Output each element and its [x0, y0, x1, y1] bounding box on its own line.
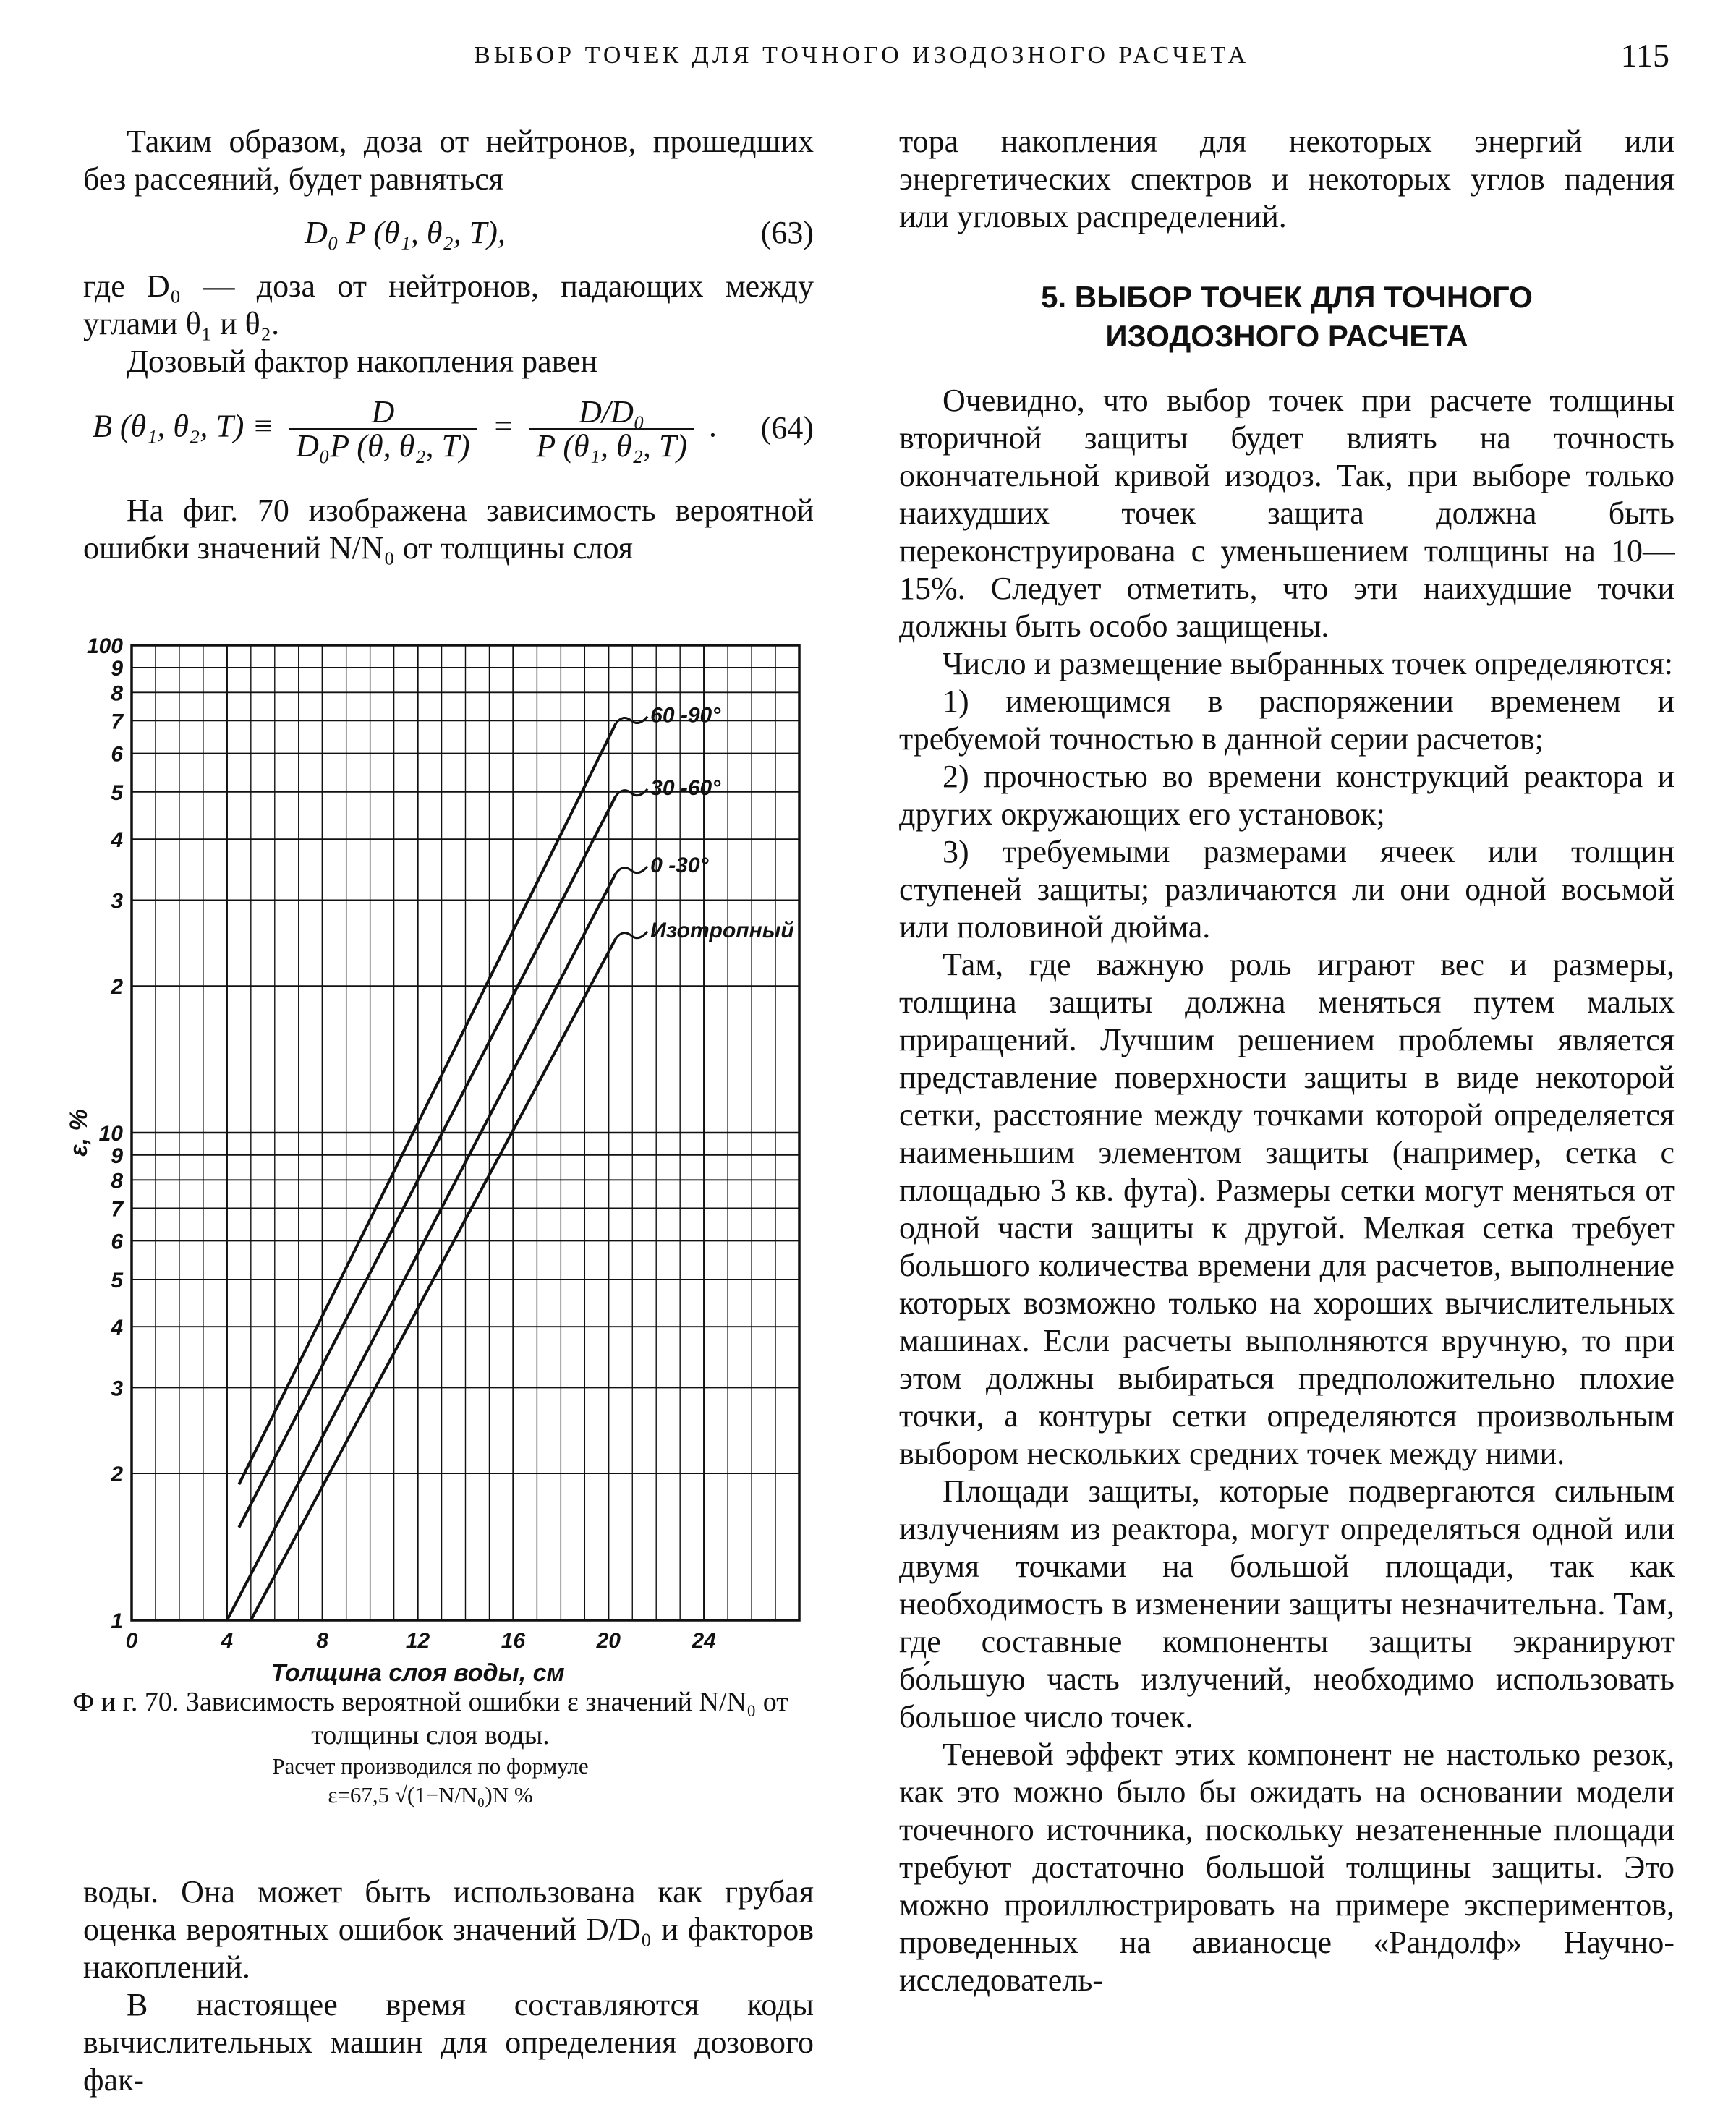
y-tick-label: 4 — [111, 1316, 123, 1340]
paragraph: тора накопления для некоторых энергий или энергетических спектров и некоторых углов падения или угловых распределений. — [899, 124, 1675, 234]
y-tick-label: 2 — [111, 975, 123, 1000]
formula-64-equals: = — [492, 408, 514, 444]
paragraph: Дозовый фактор накопления равен — [127, 344, 598, 379]
x-tick-label: 4 — [221, 1629, 234, 1653]
paragraph: Таким образом, доза от нейтронов, прошедших без рассеяний, будет равняться — [83, 124, 814, 197]
series-leader — [616, 932, 647, 939]
paragraph: воды. Она может быть использована как грубая оценка вероятных ошибок значений D/D₀ и факторов накоплений. — [83, 1874, 814, 1985]
formula-64-fraction-1 — [289, 396, 477, 462]
list-item: 1) имеющимся в распоряжении временем и требуемой точностью в данной серии расчетов; — [899, 684, 1675, 757]
y-tick-label: 7 — [111, 710, 123, 734]
series-leader — [616, 789, 647, 796]
fraction-denominator: P (θ₁, θ₂, T) — [536, 428, 687, 464]
x-axis-label: Толщина слоя воды, см — [271, 1659, 565, 1685]
y-tick-label: 8 — [111, 1169, 123, 1193]
y-tick-label: 1 — [111, 1609, 123, 1633]
series-label: Изотропный — [650, 918, 794, 942]
section-title-line-1: 5. ВЫБОР ТОЧЕК ДЛЯ ТОЧНОГО — [1041, 280, 1533, 314]
series-label: 30 -60° — [650, 775, 721, 800]
x-tick-label: 0 — [125, 1629, 138, 1653]
formula-64-lhs: B (θ₁, θ₂, T) ≡ — [92, 408, 274, 444]
y-tick-label: 2 — [111, 1463, 123, 1487]
y-tick-label: 3 — [111, 1376, 123, 1401]
fraction-numerator: D — [289, 396, 477, 430]
paragraph: Очевидно, что выбор точек при расчете толщины вторичной защиты будет влиять на точность окончательной кривой изодоз. Так, при выборе только наихудших точек защита должна быть переконструирована с уменьшением толщины на 10—15%. Следует отметить, что эти наихудшие точки должны быть особо защищены. — [899, 383, 1675, 644]
y-tick-label: 10 — [98, 1122, 123, 1146]
list-item: 2) прочностью во времени конструкций реактора и других окружающих его установок; — [899, 759, 1675, 832]
paragraph: Там, где важную роль играют вес и размеры, толщина защиты должна меняться путем малых приращений. Лучшим решением проблемы является представление поверхности защиты в виде некоторой сетки, расстояние между точками которой определяется наименьшим элементом защиты (например, сетка с площадью 3 кв. фута). Размеры сетки могут меняться от одной части защиты к другой. Мелкая сетка требует большого количества времени для расчетов, выполнение которых возможно только на хороших вычислительных машинах. Если расчеты выполняются вручную, то при этом должны выбираться предположительно плохие точки, а контуры сетки определяются произвольным выбором нескольких средних точек между ними. — [899, 947, 1675, 1471]
fraction-numerator: D/D₀ — [529, 396, 694, 430]
series-line — [239, 796, 616, 1528]
series-leader — [616, 867, 647, 874]
formula-64-number: (64) — [760, 410, 814, 446]
page-header — [0, 36, 1736, 80]
figure-70-chart — [51, 622, 817, 1685]
fraction-denominator: D₀P (θ, θ₂, T) — [296, 428, 470, 464]
y-tick-label: 6 — [111, 1230, 123, 1254]
figure-70 — [51, 622, 817, 1685]
y-axis-label: ε, % — [65, 1109, 93, 1157]
paragraph: В настоящее время составляются коды вычислительных машин для определения дозового фак- — [83, 1987, 814, 2098]
paragraph: На фиг. 70 изображена зависимость вероятной ошибки значений N/N₀ от толщины слоя — [83, 493, 814, 566]
formula-63 — [83, 198, 814, 268]
y-tick-label: 6 — [111, 742, 123, 767]
x-tick-label: 8 — [316, 1629, 329, 1653]
paragraph: Площади защиты, которые подвергаются сильным излучениям из реактора, могут определяться одной или двумя точками на большой площади, так как необходимость в изменении защиты незначительна. Там, где составные компоненты защиты экранируют бо́льшую часть излучений, необходимо использовать большое число точек. — [899, 1473, 1675, 1734]
y-tick-label: 7 — [111, 1197, 123, 1222]
caption-note: Расчет производился по формуле — [272, 1753, 589, 1779]
y-tick-label: 100 — [86, 634, 123, 658]
left-column-bottom — [83, 1873, 814, 2099]
series-leader — [616, 717, 647, 724]
formula-64-tail: . — [710, 408, 718, 444]
formula-64-expression — [83, 396, 727, 462]
series-line — [239, 724, 616, 1485]
right-column — [899, 123, 1675, 1999]
y-tick-label: 5 — [111, 1268, 123, 1293]
running-title: ВЫБОР ТОЧЕК ДЛЯ ТОЧНОГО ИЗОДОЗНОГО РАСЧЕТА — [474, 42, 1250, 69]
series-label: 60 -90° — [650, 703, 721, 728]
y-tick-label: 8 — [111, 681, 123, 706]
left-column-top — [83, 123, 814, 567]
figure-caption — [43, 1685, 817, 1810]
caption-formula: ε=67,5 √(1−N/N₀)N % — [328, 1782, 533, 1808]
y-tick-label: 9 — [111, 656, 123, 681]
section-title-line-2: ИЗОДОЗНОГО РАСЧЕТА — [1105, 319, 1468, 353]
formula-63-expression: D₀ P (θ₁, θ₂, T), — [305, 215, 506, 250]
x-tick-label: 16 — [501, 1629, 526, 1653]
series-label: 0 -30° — [650, 853, 709, 877]
y-tick-label: 5 — [111, 780, 123, 805]
x-tick-label: 24 — [692, 1629, 716, 1653]
x-tick-label: 20 — [596, 1629, 621, 1653]
y-tick-label: 3 — [111, 889, 123, 914]
formula-63-number: (63) — [760, 215, 814, 250]
y-tick-label: 9 — [111, 1144, 123, 1168]
formula-64 — [83, 391, 814, 476]
paragraph: Теневой эффект этих компонент не настолько резок, как это можно было бы ожидать на основании модели точечного источника, поскольку незатененные площади требуют достаточно большой толщины защиты. Это можно проиллюстрировать на примере экспериментов, проведенных на авианосце «Рандолф» Научно-исследователь- — [899, 1737, 1675, 1998]
caption-main: Ф и г. 70. Зависимость вероятной ошибки ε значений N/N₀ от толщины слоя воды. — [72, 1687, 788, 1750]
formula-64-fraction-2 — [529, 396, 694, 462]
list-item: 3) требуемыми размерами ячеек или толщин ступеней защиты; различаются ли они одной восьмой или половиной дюйма. — [899, 834, 1675, 945]
paragraph: Число и размещение выбранных точек определяются: — [943, 646, 1673, 681]
paragraph: где D₀ — доза от нейтронов, падающих между углами θ₁ и θ₂. — [83, 268, 814, 341]
y-tick-label: 4 — [111, 828, 123, 853]
x-tick-label: 12 — [405, 1629, 430, 1653]
page-number: 115 — [1620, 37, 1669, 74]
